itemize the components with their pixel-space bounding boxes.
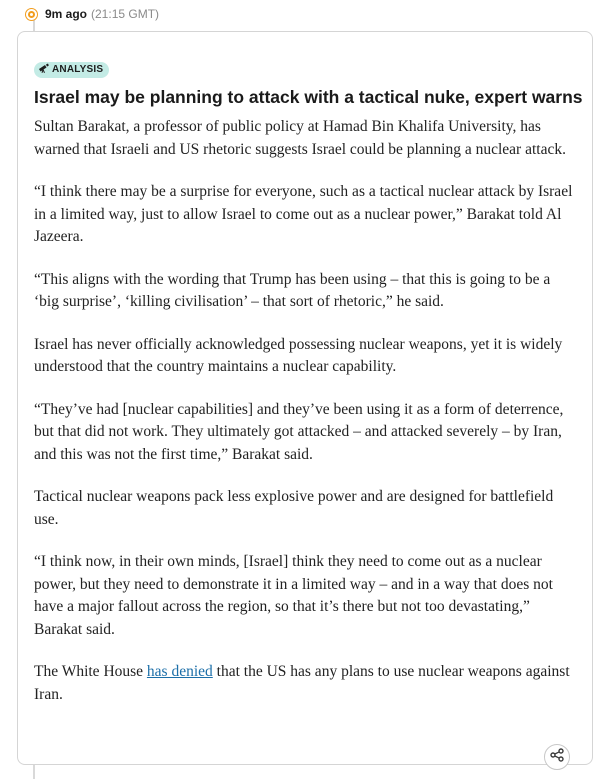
paragraph-8-end: that the US has any plans to use nuclear weapons against Iran.: [34, 663, 570, 703]
timestamp-row: [26, 5, 159, 23]
paragraph-8: [34, 661, 576, 706]
live-update-card: [17, 31, 593, 765]
paragraph-6: Tactical nuclear weapons pack less explosive power and are designed for battlefield use.: [34, 488, 554, 528]
time-ago: 9m ago: [45, 7, 88, 21]
telescope-icon: [38, 63, 49, 76]
share-icon: [550, 748, 564, 767]
paragraph-4: Israel has never officially acknowledged possessing nuclear weapons, yet it is widely understood that the country maintains a nuclear capability.: [34, 335, 563, 375]
share-button[interactable]: [544, 744, 570, 770]
badge-label: ANALYSIS: [52, 64, 104, 75]
headline: Israel may be planning to attack with a tactical nuke, expert warns: [34, 87, 583, 107]
paragraph-2: “I think there may be a surprise for everyone, such as a tactical nuclear attack by Israel in a limited way, just to allow Israel to come out as a nuclear power,” Barakat told Al Jazeera.: [34, 183, 573, 245]
analysis-badge: [34, 62, 109, 78]
paragraph-7: “I think now, in their own minds, [Israel] think they need to come out as a nuclear power, but they need to demonstrate it in a limited way – and in a way that does not have a major fallout across the region, so that it’s there but not too devastating,” Barakat said.: [34, 553, 553, 638]
time-exact: (21:15 GMT): [91, 7, 160, 21]
paragraph-5: “They’ve had [nuclear capabilities] and they’ve been using it as a form of deterrence, but that did not work. They ultimately got attacked – and attacked severely – by Iran, and this was not the first time,” Barakat said.: [34, 400, 564, 463]
live-dot-icon: [26, 9, 37, 20]
paragraph-1: Sultan Barakat, a professor of public policy at Hamad Bin Khalifa University, has warned that Israeli and US rhetoric suggests Israel could be planning a nuclear attack.: [34, 118, 566, 158]
paragraph-8-start: The White House: [34, 663, 147, 680]
has-denied-link[interactable]: has denied: [146, 663, 213, 680]
paragraph-3: “This aligns with the wording that Trump has been using – that this is going to be a ‘big surprise’, ‘killing civilisation’ – that sort of rhetoric,” he said.: [34, 270, 551, 310]
